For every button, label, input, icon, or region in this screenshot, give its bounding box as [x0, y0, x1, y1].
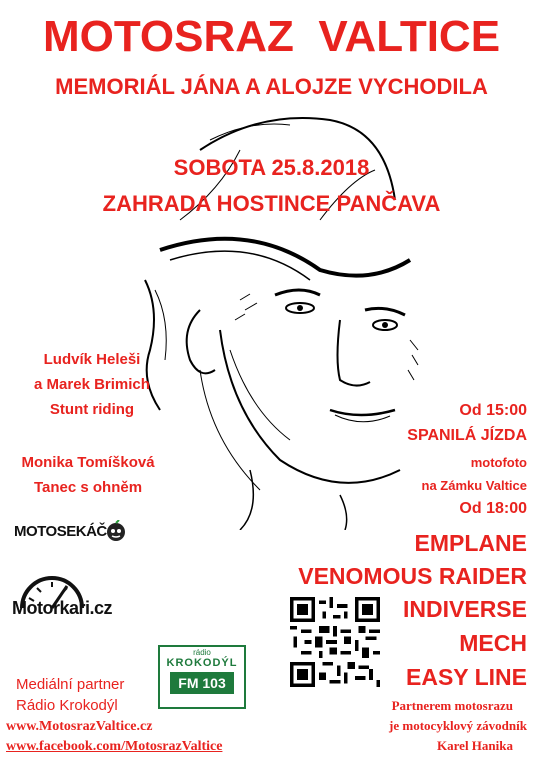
- poster-title: MOTOSRAZ VALTICE: [42, 12, 501, 61]
- band-indiverse: INDIVERSE: [403, 596, 527, 622]
- band-emplane: EMPLANE: [414, 530, 527, 556]
- website-link[interactable]: www.MotosrazValtice.cz: [6, 719, 153, 734]
- event-date: SOBOTA 25.8.2018: [173, 155, 370, 180]
- qr-code-icon: [290, 597, 380, 687]
- partner-line-3: Karel Hanika: [437, 738, 513, 753]
- left-line-3: Stunt riding: [49, 401, 135, 418]
- note-zamek: na Zámku Valtice: [421, 478, 527, 493]
- left-line-2: a Marek Brimich: [34, 376, 150, 393]
- left-program: [12, 347, 172, 422]
- facebook-link[interactable]: www.facebook.com/MotosrazValtice: [6, 739, 223, 754]
- band-easy-line: EASY LINE: [406, 664, 527, 690]
- media-partner-name: Rádio Krokodýl: [16, 697, 118, 714]
- media-partner-label: Mediální partner: [16, 676, 125, 693]
- band-mech: MECH: [459, 630, 527, 656]
- motosekac-logo: [14, 518, 127, 544]
- event-venue: ZAHRADA HOSTINCE PANČAVA: [102, 191, 441, 216]
- band-venomous-raider: VENOMOUS RAIDER: [298, 563, 527, 589]
- note-motofoto: motofoto: [470, 455, 527, 470]
- event-spanila-jizda: SPANILÁ JÍZDA: [407, 427, 527, 444]
- radio-freq-label: FM 103: [170, 672, 234, 694]
- partner-line-2: je motocyklový závodník: [389, 718, 527, 733]
- left-program-2: [8, 450, 168, 500]
- motosekac-label: MOTOSEKÁČ: [14, 522, 107, 540]
- radio-krokodyl-logo: [158, 645, 246, 709]
- radio-name-label: KROKODÝL: [166, 657, 238, 669]
- time-1: Od 15:00: [459, 402, 527, 419]
- time-2: Od 18:00: [459, 500, 527, 517]
- poster-subtitle: MEMORIÁL JÁNA A ALOJZE VYCHODILA: [55, 74, 488, 99]
- left-line-5: Tanec s ohněm: [33, 479, 143, 496]
- motorkari-label: Motorkari.cz: [12, 598, 113, 618]
- motosekac-face-icon: [105, 520, 127, 542]
- motorkari-logo: [12, 574, 132, 624]
- left-line-4: Monika Tomíšková: [21, 454, 155, 471]
- radio-small-label: rádio: [193, 648, 211, 657]
- left-line-1: Ludvík Heleši: [43, 351, 141, 368]
- partner-line-1: Partnerem motosrazu: [391, 698, 513, 713]
